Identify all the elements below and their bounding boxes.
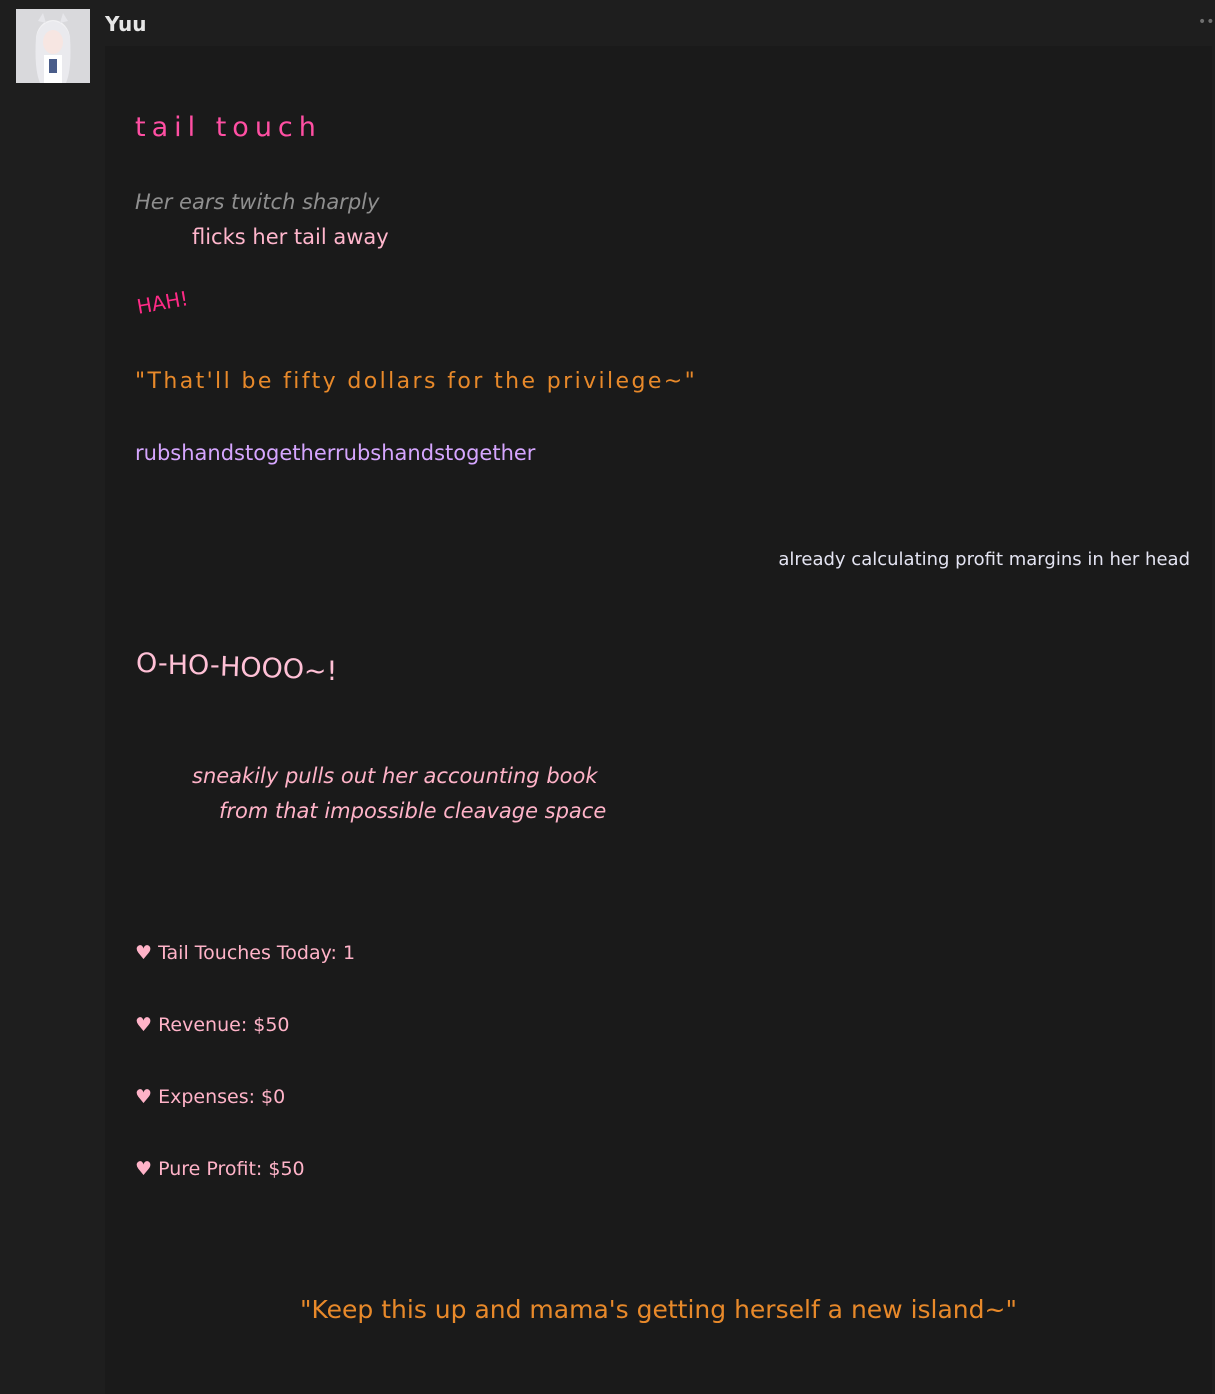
more-options-icon[interactable]: ••	[1198, 14, 1215, 30]
calculating-text: already calculating profit margins in her head	[778, 549, 1190, 570]
laugh-oho-text	[136, 646, 338, 687]
sender-name[interactable]: Yuu	[105, 12, 147, 36]
laugh-part: ~!	[303, 656, 338, 687]
laugh-part: HO-	[167, 650, 220, 681]
stat-pure-profit: ♥ Pure Profit: $50	[135, 1158, 305, 1180]
laugh-part: O-	[136, 648, 168, 679]
sneak-action-line-2: from that impossible cleavage space	[219, 799, 607, 823]
stat-expenses: ♥ Expenses: $0	[135, 1086, 286, 1108]
closing-quote-text: "Keep this up and mama's getting herself a new island~"	[300, 1295, 1017, 1324]
action-ears-text: Her ears twitch sharply	[135, 190, 380, 214]
rubs-hands-text: rubshandstogetherrubshandstogether	[135, 441, 536, 465]
message-title: tail touch	[135, 112, 322, 143]
sneak-action-line-1: sneakily pulls out her accounting book	[192, 764, 598, 788]
laugh-part: HOOO	[219, 651, 305, 686]
price-quote-text: "That'll be fifty dollars for the privilege~"	[135, 369, 698, 394]
action-flicks-text: flicks her tail away	[192, 225, 389, 249]
stat-revenue: ♥ Revenue: $50	[135, 1014, 290, 1036]
stat-tail-touches: ♥ Tail Touches Today: 1	[135, 942, 356, 964]
avatar[interactable]	[16, 9, 90, 83]
exclamation-hah: HAH!	[134, 286, 191, 319]
avatar-icon	[16, 9, 90, 83]
